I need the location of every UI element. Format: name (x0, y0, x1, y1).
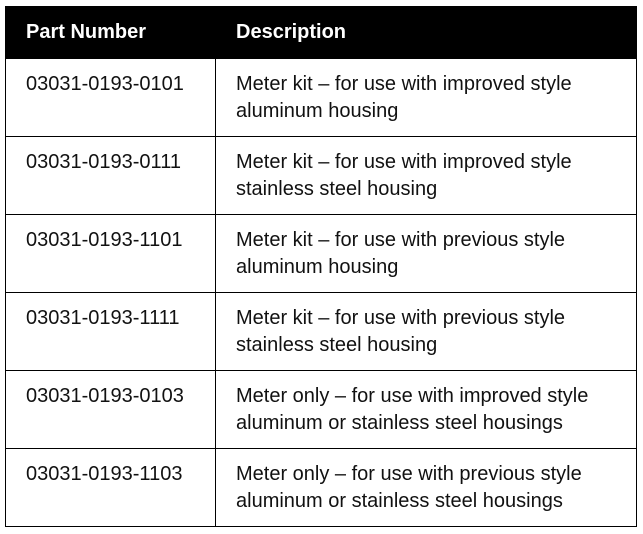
part-number-cell: 03031-0193-1101 (6, 215, 216, 293)
description-line: Meter only – for use with improved style (236, 385, 589, 407)
parts-table-container (5, 6, 636, 527)
table-header (6, 7, 637, 59)
header-part-number: Part Number (6, 7, 216, 59)
part-number-cell: 03031-0193-0103 (6, 371, 216, 449)
part-number-cell: 03031-0193-1111 (6, 293, 216, 371)
table-row (6, 293, 637, 371)
description-line: aluminum housing (236, 100, 399, 122)
description-line: Meter kit – for use with improved style (236, 151, 572, 173)
part-number-cell: 03031-0193-1103 (6, 449, 216, 527)
description-line: aluminum housing (236, 256, 399, 278)
table-row (6, 215, 637, 293)
description-cell (216, 137, 637, 215)
description-line: Meter kit – for use with improved style (236, 73, 572, 95)
description-cell (216, 215, 637, 293)
header-description: Description (216, 7, 637, 59)
description-line: stainless steel housing (236, 178, 438, 200)
part-number-cell: 03031-0193-0101 (6, 59, 216, 137)
description-line: Meter kit – for use with previous style (236, 307, 566, 329)
description-line: Meter only – for use with previous style (236, 463, 582, 485)
parts-table (5, 6, 637, 527)
description-line: aluminum or stainless steel housings (236, 490, 563, 512)
description-line: stainless steel housing (236, 334, 438, 356)
table-row (6, 449, 637, 527)
description-cell (216, 293, 637, 371)
part-number-cell: 03031-0193-0111 (6, 137, 216, 215)
table-row (6, 59, 637, 137)
table-row (6, 371, 637, 449)
description-cell (216, 449, 637, 527)
description-cell (216, 371, 637, 449)
description-line: aluminum or stainless steel housings (236, 412, 563, 434)
description-line: Meter kit – for use with previous style (236, 229, 566, 251)
table-row (6, 137, 637, 215)
table-body (6, 59, 637, 527)
header-row (6, 7, 637, 59)
description-cell (216, 59, 637, 137)
